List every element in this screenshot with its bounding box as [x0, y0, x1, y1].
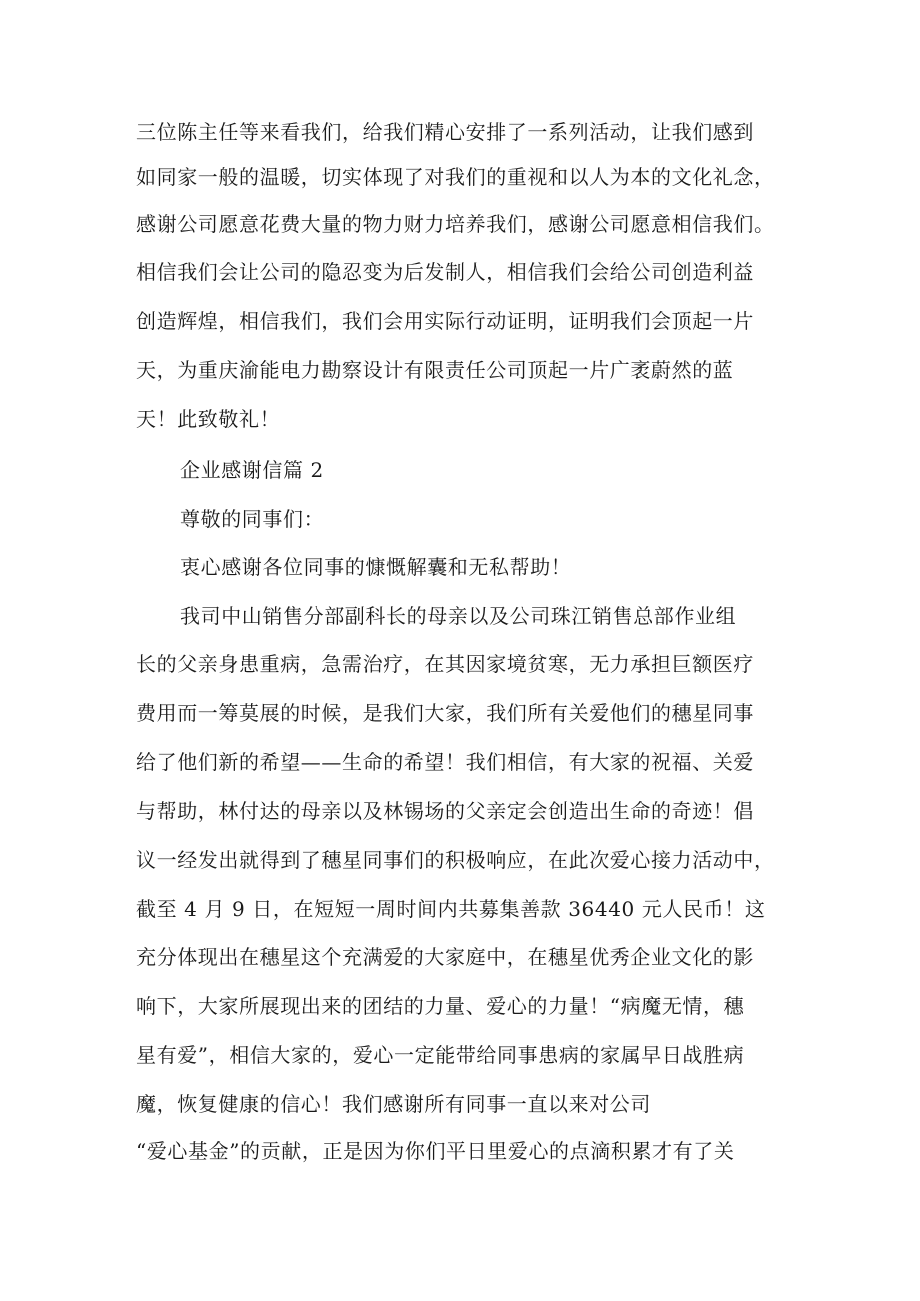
text-line: 天！此致敬礼！	[136, 407, 281, 431]
text-line: 长的父亲身患重病，急需治疗，在其因家境贫寒，无力承担巨额医疗	[136, 652, 754, 676]
salutation: 尊敬的同事们：	[180, 507, 325, 531]
text-line: 费用而一筹莫展的时候，是我们大家，我们所有关爱他们的穗星同事	[136, 701, 754, 725]
text-line: 天，为重庆渝能电力勘察设计有限责任公司顶起一片广袤蔚然的蓝	[136, 358, 734, 382]
text-line: 如同家一般的温暖，切实体现了对我们的重视和以人为本的文化礼念，	[136, 165, 775, 189]
text-line: 我司中山销售分部副科长的母亲以及公司珠江销售总部作业组	[180, 604, 737, 628]
text-line: 衷心感谢各位同事的慷慨解囊和无私帮助！	[180, 555, 572, 579]
text-line: 给了他们新的希望——生命的希望！我们相信，有大家的祝福、关爱	[136, 750, 754, 774]
text-line: 充分体现出在穗星这个充满爱的大家庭中，在穗星优秀企业文化的影	[136, 945, 754, 969]
section-heading: 企业感谢信篇 2	[180, 458, 324, 482]
text-line: 创造辉煌，相信我们，我们会用实际行动证明，证明我们会顶起一片	[136, 309, 754, 333]
text-line: 响下，大家所展现出来的团结的力量、爱心的力量！“病魔无情，穗	[136, 994, 745, 1018]
text-line: 与帮助，林付达的母亲以及林锡场的父亲定会创造出生命的奇迹！倡	[136, 799, 754, 823]
text-line: 截至 4 月 9 日，在短短一周时间内共募集善款 36440 元人民币！这	[136, 897, 766, 921]
text-line: 议一经发出就得到了穗星同事们的积极响应，在此次爱心接力活动中，	[136, 848, 775, 872]
text-line: 三位陈主任等来看我们，给我们精心安排了一系列活动，让我们感到	[136, 120, 754, 144]
text-line: 星有爱”，相信大家的，爱心一定能带给同事患病的家属早日战胜病	[136, 1043, 745, 1067]
text-line: 相信我们会让公司的隐忍变为后发制人，相信我们会给公司创造利益	[136, 260, 754, 284]
text-line: 魔，恢复健康的信心！我们感谢所有同事一直以来对公司	[136, 1092, 651, 1116]
text-line: “爱心基金”的贡献，正是因为你们平日里爱心的点滴积累才有了关	[136, 1139, 735, 1163]
text-line: 感谢公司愿意花费大量的物力财力培养我们，感谢公司愿意相信我们。	[136, 212, 775, 236]
